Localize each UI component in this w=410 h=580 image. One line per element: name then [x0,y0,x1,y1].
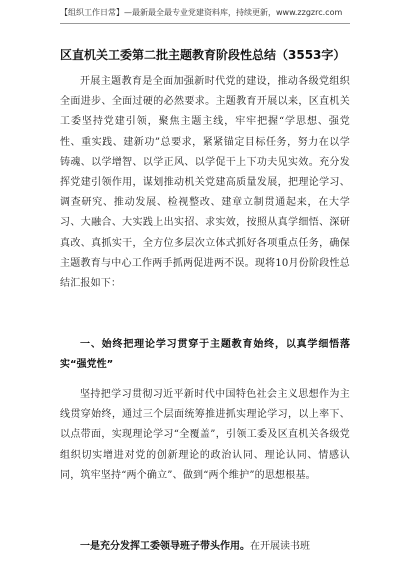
sub-paragraph [60,537,350,557]
sub-paragraph-lead: 一是充分发挥工委领导班子带头作用。 [80,541,250,552]
header-divider [60,23,350,24]
document-title: 区直机关工委第二批主题教育阶段性总结（3553字） [60,48,346,62]
header-banner: 【组织工作日常】—最新最全最专业党建资料库，持续更新，www.zzgzrc.com [60,8,343,17]
body-paragraph: 开展主题教育是全面加强新时代党的建设，推动各级党组织全面进步、全面过硬的必然要求。主题教育开展以来，区直机关工委坚持党建引领，聚焦主题主线，牢牢把握“学思想、强党性、重实践、建新功”总要求，紧紧锚定目标任务，努力在以学铸魂、以学增智、以学正风、以学促干上下功夫见实效。充分发挥党建引领作用，谋划推动机关党建高质量发展，把理论学习、调查研究、推动发展、检视整改、建章立制贯通起来，在大学习、大融合、大实践上出实招、求实效，按照从真学细悟、深研真改、真抓实干，全方位多层次立体式抓好各项重点任务，确保主题教育与中心工作两手抓两促进两不误。现将10月份阶段性总结汇报如下： [60,76,350,290]
body-paragraph: 坚持把学习贯彻习近平新时代中国特色社会主义思想作为主线贯穿始终，通过三个层面统筹推进抓实理论学习，以上率下、以点带面，实现理论学习“全覆盖”，引领工委及区直机关各级党组织切实增进对党的创新理论的政治认同、理论认同、情感认同，筑牢坚持“两个确立”、做到“两个维护”的思想根基。 [60,389,350,481]
sub-paragraph-text: 在开展读书班 [250,541,310,552]
section-heading: 一、始终把理论学习贯穿于主题教育始终，以真学细悟落实“强党性” [60,339,350,370]
